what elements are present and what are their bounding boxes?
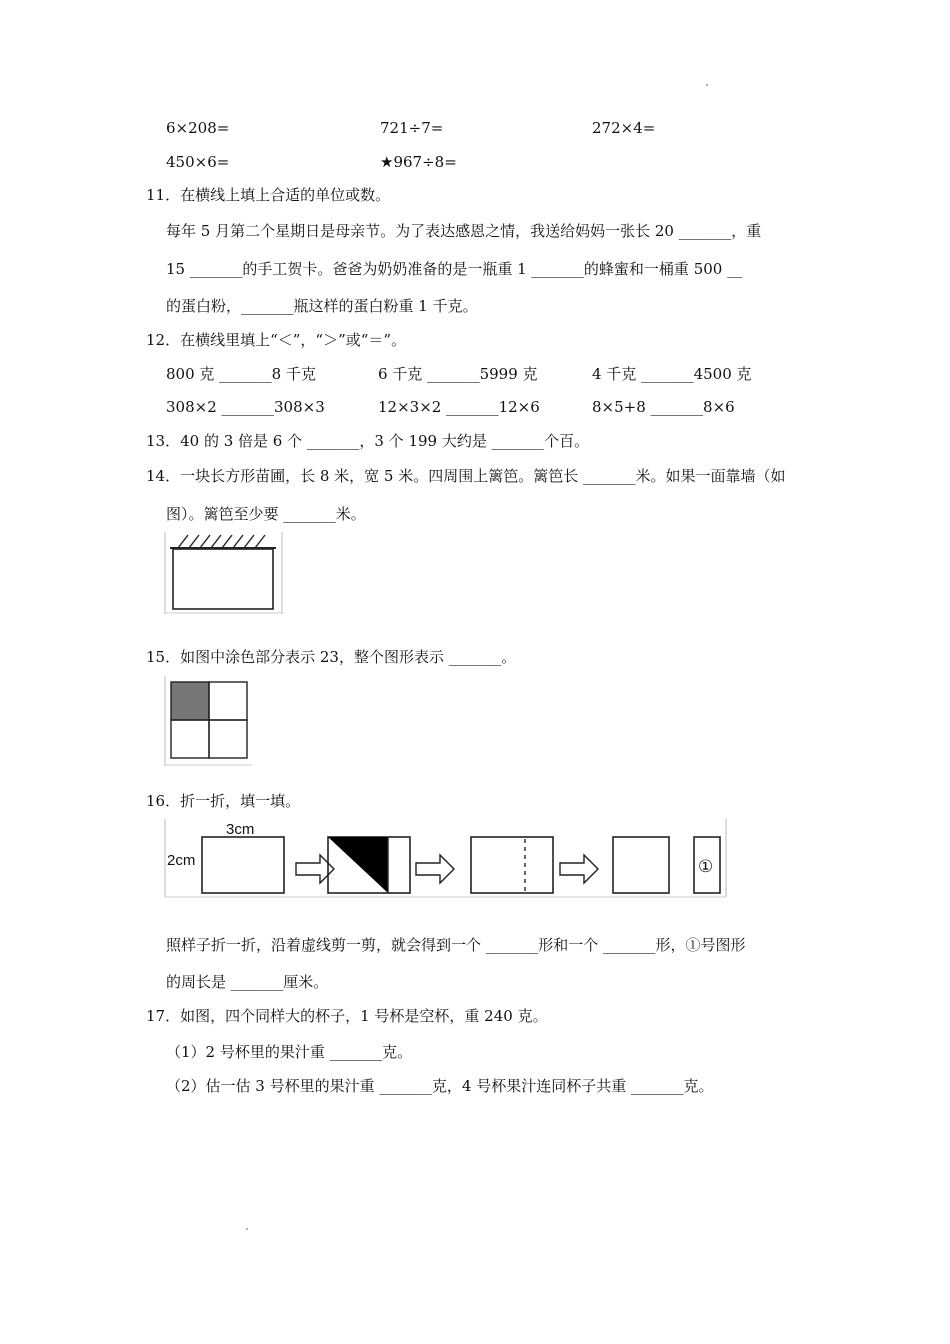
calc-item: 450×6=	[166, 153, 230, 171]
arrow-right-icon	[560, 855, 598, 883]
calc-item: ★967÷8=	[380, 153, 457, 171]
question-14-line: 14．一块长方形苗圃，长 8 米，宽 5 米。四周围上篱笆。篱笆长 _______米。如果一面靠墙（如	[146, 467, 786, 485]
width-label: 3cm	[226, 821, 255, 838]
fold-cut-figure	[164, 819, 729, 899]
question-16-title: 16．折一折，填一填。	[146, 792, 301, 810]
calc-item: 721÷7=	[380, 119, 444, 137]
question-17-sub: （2）估一估 3 号杯里的果汁重 _______克，4 号杯果汁连同杯子共重 _______克。	[166, 1077, 714, 1095]
circle-one-label: ①	[698, 857, 714, 877]
scan-dot	[706, 84, 708, 86]
question-11-line: 的蛋白粉，_______瓶这样的蛋白粉重 1 千克。	[166, 297, 478, 315]
compare-item: 800 克 _______8 千克	[166, 365, 316, 383]
result-square	[613, 837, 669, 893]
wall-fence-figure	[164, 532, 284, 614]
scan-dot	[246, 1228, 248, 1230]
question-16-line: 的周长是 _______厘米。	[166, 973, 329, 991]
question-17-title: 17．如图，四个同样大的杯子，1 号杯是空杯，重 240 克。	[146, 1007, 548, 1025]
calc-item: 272×4=	[592, 119, 656, 137]
compare-item: 4 千克 _______4500 克	[592, 365, 752, 383]
compare-item: 6 千克 _______5999 克	[378, 365, 538, 383]
rectangle-3x2	[202, 837, 284, 893]
rectangle-with-dashed-line	[471, 837, 553, 893]
height-label: 2cm	[167, 852, 196, 869]
quarter-shaded-square	[164, 676, 254, 766]
question-16-line: 照样子折一折，沿着虚线剪一剪，就会得到一个 _______形和一个 _______形，①号图形	[166, 936, 746, 954]
compare-item: 12×3×2 _______12×6	[378, 398, 540, 416]
arrow-right-icon	[416, 855, 454, 883]
calc-item: 6×208=	[166, 119, 230, 137]
question-14-line: 图）。篱笆至少要 _______米。	[166, 505, 366, 523]
question-11-title: 11．在横线上填上合适的单位或数。	[146, 186, 391, 204]
question-11-line: 每年 5 月第二个星期日是母亲节。为了表达感恩之情，我送给妈妈一张长 20 _______，重	[166, 222, 762, 240]
question-11-line: 15 _______的手工贺卡。爸爸为奶奶准备的是一瓶重 1 _______的蜂蜜和一桶重 500 __	[166, 260, 743, 278]
question-13: 13．40 的 3 倍是 6 个 _______，3 个 199 大约是 _______个百。	[146, 432, 590, 450]
compare-item: 8×5+8 _______8×6	[592, 398, 735, 416]
question-15: 15．如图中涂色部分表示 23，整个图形表示 _______。	[146, 648, 517, 666]
question-17-sub: （1）2 号杯里的果汁重 _______克。	[166, 1043, 413, 1061]
compare-item: 308×2 _______308×3	[166, 398, 325, 416]
question-12-title: 12．在横线里填上“＜”，“＞”或“＝”。	[146, 331, 407, 349]
